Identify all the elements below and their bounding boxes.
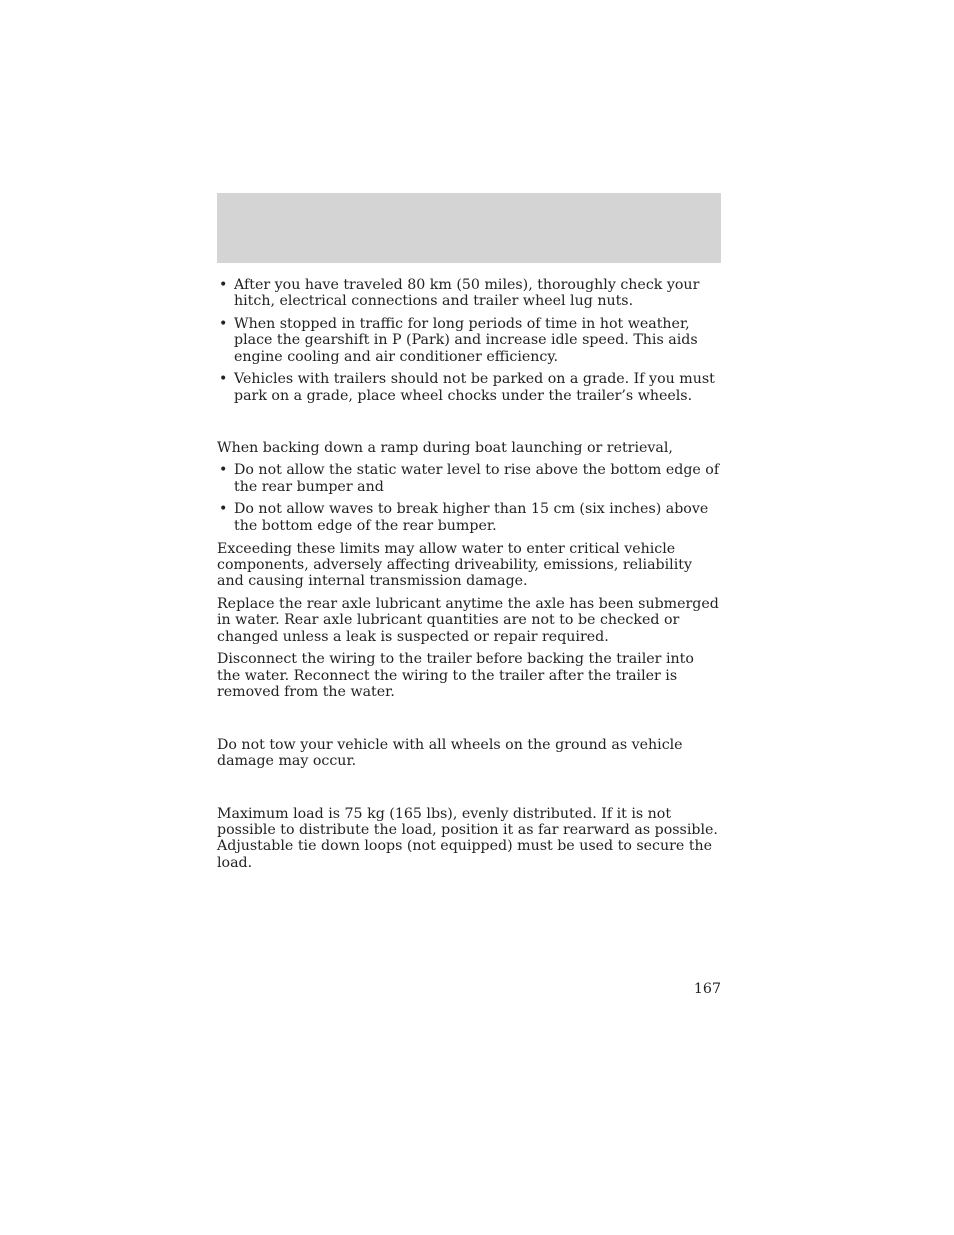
boat-launch-list [217,462,721,534]
list-item: • After you have traveled 80 km (50 miles), thoroughly check your hitch, electrical connections and trailer wheel lug nuts. [217,277,721,310]
paragraph: Replace the rear axle lubricant anytime the axle has been submerged in water. Rear axle lubricant quantities are not to be checked or changed unless a leak is suspected or repair required. [217,595,719,645]
trailer-tips-list [217,277,721,404]
list-item: • Vehicles with trailers should not be parked on a grade. If you must park on a grade, place wheel chocks under the trailer’s wheels. [217,371,721,404]
section-header-band [217,193,721,263]
paragraph: Disconnect the wiring to the trailer before backing the trailer into the water. Reconnect the wiring to the trailer after the trailer is removed from the water. [217,651,694,700]
towing-note: Do not tow your vehicle with all wheels on the ground as vehicle damage may occur. [217,736,683,770]
list-item: • When stopped in traffic for long periods of time in hot weather, place the gearshift in P (Park) and increase idle speed. This aids engine cooling and air conditioner efficiency. [217,316,721,365]
list-item: • Do not allow the static water level to rise above the bottom edge of the rear bumper and [217,462,721,495]
boat-launch-intro: When backing down a ramp during boat launching or retrieval, [217,439,673,456]
page-content [217,277,721,878]
section-spacer [217,411,721,440]
paragraph: Exceeding these limits may allow water to enter critical vehicle components, adversely affecting driveability, emissions, reliability and causing internal transmission damage. [217,540,692,590]
page-number: 167 [693,981,721,997]
list-item: • Do not allow waves to break higher than 15 cm (six inches) above the bottom edge of the rear bumper. [217,501,721,534]
load-note: Maximum load is 75 kg (165 lbs), evenly distributed. If it is not possible to distribute the load, position it as far rearward as possible. Adjustable tie down loops (not equipped) must be used to secure the load. [217,805,718,871]
section-spacer [217,776,721,806]
section-spacer [217,707,721,737]
